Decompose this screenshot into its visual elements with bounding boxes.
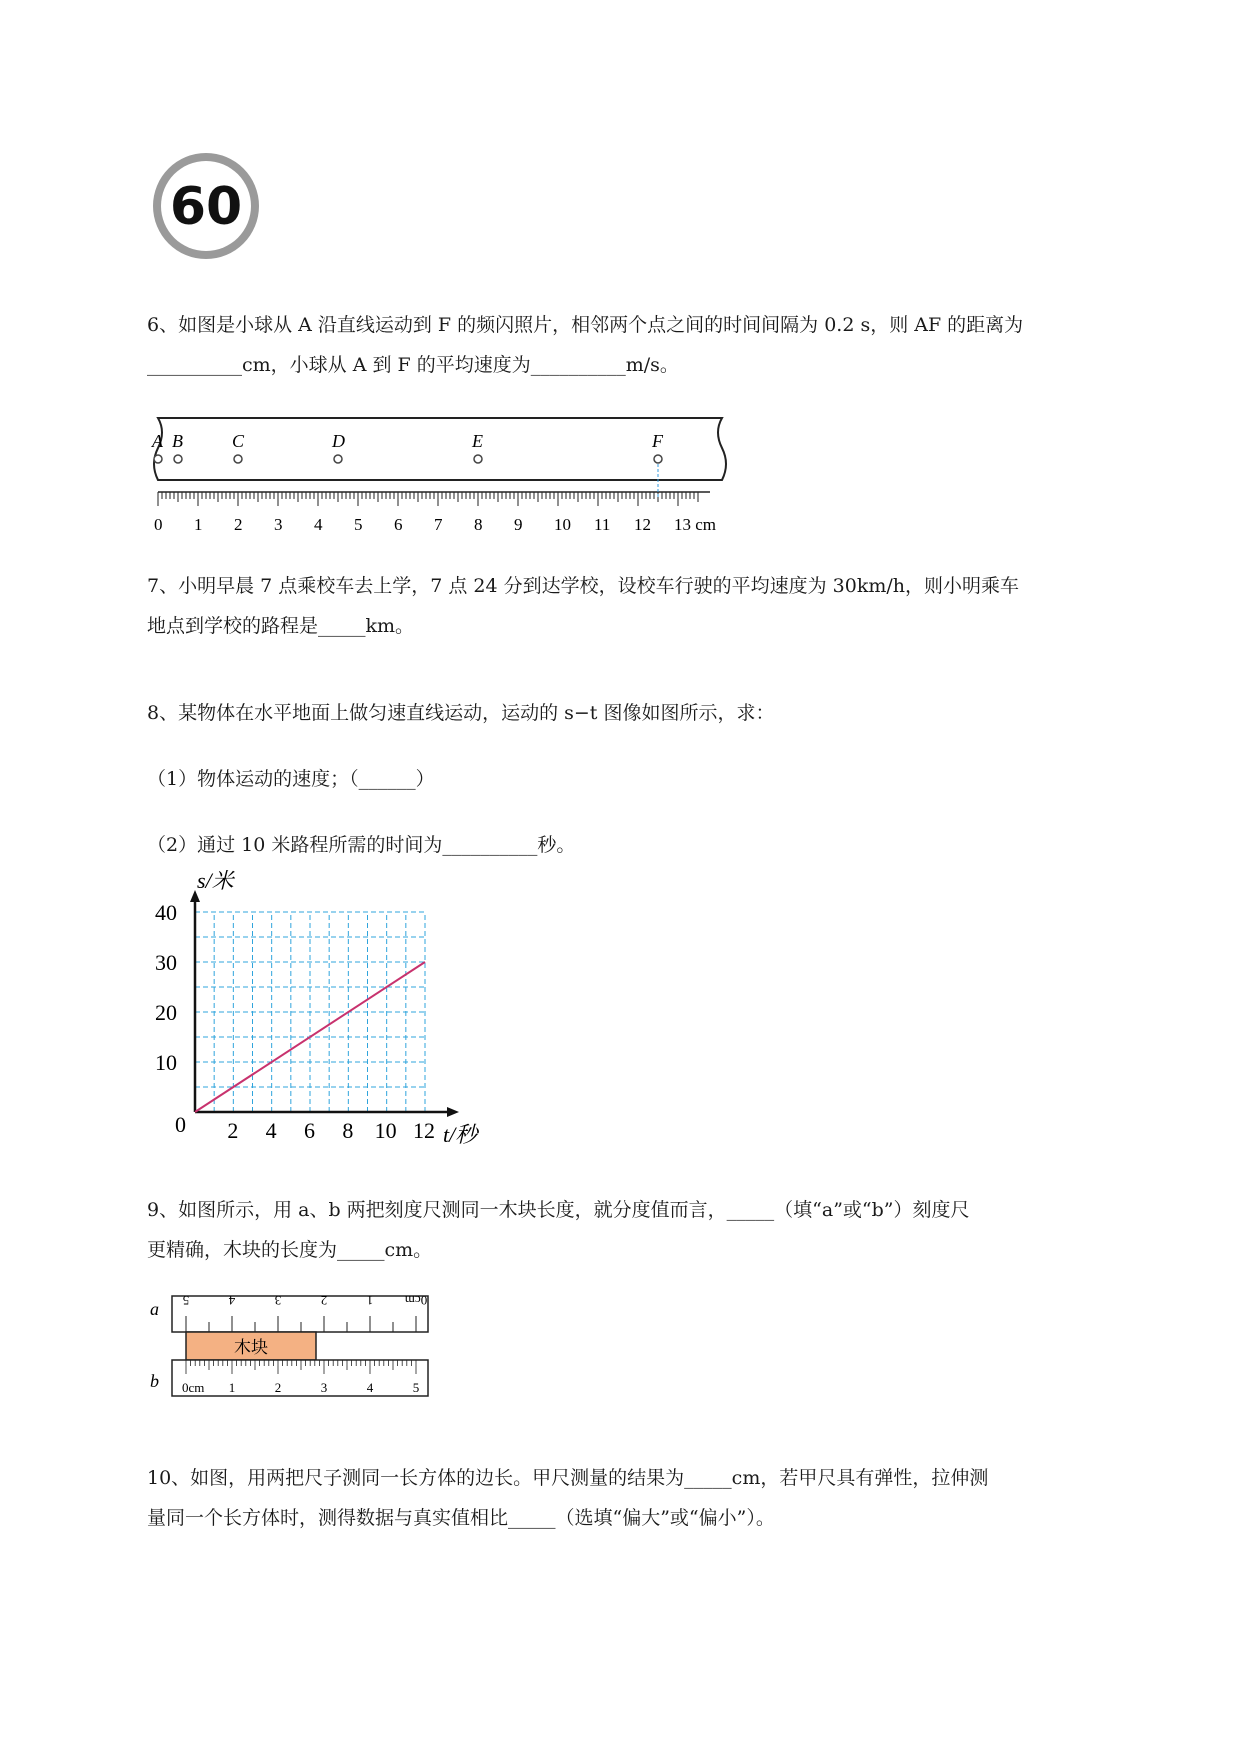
ruler-tick-label: 0 <box>154 515 163 534</box>
speed-limit-value: 60 <box>169 177 243 237</box>
x-axis-arrow <box>447 1107 459 1117</box>
ruler-b-tick-label: 3 <box>320 1380 328 1395</box>
ruler-tick-label: 10 <box>554 515 571 534</box>
s-t-chart <box>140 870 500 1150</box>
ruler-tick-label: 7 <box>434 515 443 534</box>
ruler-a-tick-label: 2 <box>320 1293 328 1308</box>
x-tick-label: 4 <box>265 1118 277 1143</box>
question-6 <box>147 305 1147 385</box>
question-8 <box>147 680 1147 878</box>
ruler-a-tick-label: 5 <box>182 1293 190 1308</box>
ruler-tick-label: 8 <box>474 515 483 534</box>
ruler-b-tick-label: 1 <box>228 1380 236 1395</box>
ruler-a-label: a <box>150 1299 159 1319</box>
point-label: C <box>232 431 245 451</box>
wooden-block-label: 木块 <box>234 1338 268 1357</box>
ruler-a-tick-label: 4 <box>228 1293 236 1308</box>
x-axis-label: t/秒 <box>443 1122 478 1147</box>
y-tick-label: 40 <box>155 900 177 925</box>
ruler-tick-label: 3 <box>274 515 283 534</box>
origin-label: 0 <box>175 1112 186 1137</box>
question-8-sub1: （1）物体运动的速度；（______） <box>147 768 435 790</box>
ruler-b-tick-label: 0cm <box>182 1380 205 1395</box>
ruler-a-tick-label: 0cm <box>404 1293 428 1308</box>
question-7-line2: 地点到学校的路程是_____km。 <box>147 615 415 637</box>
ruler-tick-label: 11 <box>594 515 611 534</box>
point-label: D <box>332 431 345 451</box>
ruler-a-tick-label: 3 <box>274 1293 282 1308</box>
point-label: E <box>472 431 483 451</box>
ruler-tick-label: 4 <box>314 515 323 534</box>
question-6-line2: __________cm，小球从 A 到 F 的平均速度为__________m/s。 <box>147 354 679 376</box>
y-tick-label: 20 <box>155 1000 177 1025</box>
point-label: B <box>172 431 183 451</box>
x-tick-label: 8 <box>342 1118 354 1143</box>
question-8-stem: 8、某物体在水平地面上做匀速直线运动，运动的 s−t 图像如图所示，求： <box>147 702 775 724</box>
y-tick-label: 10 <box>155 1050 177 1075</box>
y-axis-label: s/米 <box>197 870 234 893</box>
strobe-ruler-figure <box>140 412 740 534</box>
ruler-tick-label: 2 <box>234 515 243 534</box>
strobe-point <box>234 455 242 463</box>
ruler-b-tick-label: 4 <box>366 1380 374 1395</box>
ruler-b-tick-label: 5 <box>412 1380 420 1395</box>
question-9-line2: 更精确，木块的长度为_____cm。 <box>147 1239 433 1261</box>
strobe-point <box>474 455 482 463</box>
question-10 <box>147 1458 1147 1538</box>
two-rulers-figure <box>140 1290 440 1420</box>
ruler-tick-label: 13 cm <box>674 515 717 534</box>
strobe-point <box>174 455 182 463</box>
ruler-b <box>172 1360 428 1396</box>
question-10-line1: 10、如图，用两把尺子测同一长方体的边长。甲尺测量的结果为_____cm，若甲尺具有弹性，拉伸测 <box>147 1467 989 1489</box>
strobe-point <box>334 455 342 463</box>
strobe-point <box>654 455 662 463</box>
ruler-b-tick-label: 2 <box>274 1380 282 1395</box>
ruler-a-tick-label: 1 <box>366 1293 374 1308</box>
ruler-tick-label: 12 <box>634 515 651 534</box>
ruler-b-label: b <box>150 1371 159 1391</box>
question-8-sub2: （2）通过 10 米路程所需的时间为__________秒。 <box>147 834 576 856</box>
point-label: A <box>152 431 163 451</box>
question-7 <box>147 566 1147 646</box>
question-9 <box>147 1190 1147 1270</box>
question-9-line1: 9、如图所示，用 a、b 两把刻度尺测同一木块长度，就分度值而言，_____（填“a”或“b”）刻度尺 <box>147 1199 970 1221</box>
ruler-tick-label: 5 <box>354 515 363 534</box>
ruler-tick-label: 6 <box>394 515 403 534</box>
x-tick-label: 10 <box>374 1118 397 1143</box>
question-10-line2: 量同一个长方体时，测得数据与真实值相比_____（选填“偏大”或“偏小”）。 <box>147 1507 775 1529</box>
ruler-tick-label: 9 <box>514 515 523 534</box>
ruler-a <box>172 1296 428 1332</box>
x-tick-label: 6 <box>304 1118 315 1143</box>
x-tick-label: 2 <box>227 1118 239 1143</box>
question-6-line1: 6、如图是小球从 A 沿直线运动到 F 的频闪照片，相邻两个点之间的时间间隔为 0.2 s，则 AF 的距离为 <box>147 314 1024 336</box>
speed-limit-sign <box>150 150 262 262</box>
x-tick-label: 12 <box>413 1118 435 1143</box>
ruler-tick-label: 1 <box>194 515 203 534</box>
question-7-line1: 7、小明早晨 7 点乘校车去上学，7 点 24 分到达学校，设校车行驶的平均速度为 30km/h，则小明乘车 <box>147 575 1020 597</box>
strobe-point <box>154 455 162 463</box>
y-tick-label: 30 <box>155 950 177 975</box>
point-label: F <box>652 431 663 451</box>
